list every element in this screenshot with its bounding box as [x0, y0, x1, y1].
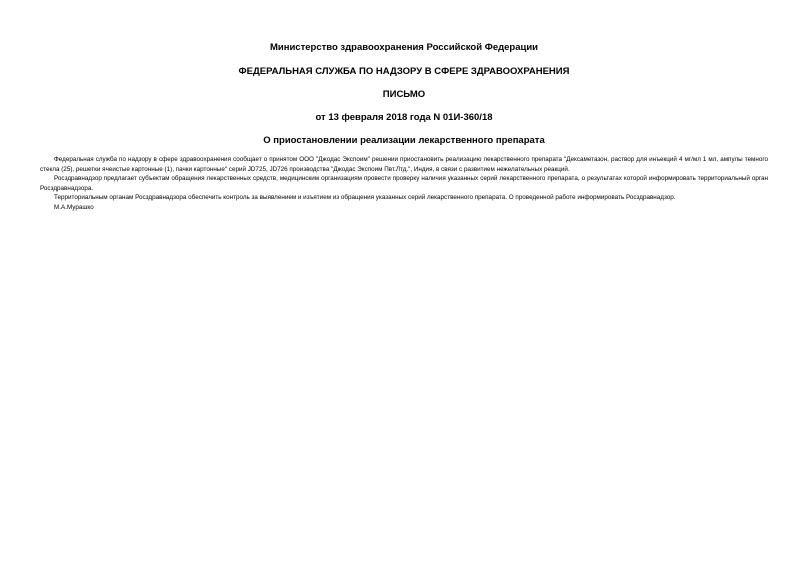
paragraph-control: Территориальным органам Росздравнадзора обеспечить контроль за выявлением и изъятием из обращения указанных серий лекарственного препарата. О проведенной работе информировать Росздравнадзор. [54, 194, 676, 201]
date-number-heading: от 13 февраля 2018 года N 01И-360/18 [315, 112, 493, 123]
paragraph-notification: Федеральная служба по надзору в сфере здравоохранения сообщает о принятом ООО "Джодас Экспоим" решении приостановить реализацию лекарственного препарата "Дексаметазон, раствор для инъекций 4 мг/мл 1 мл, ампулы темного стекла (25), решетки ячеистые картонные (1), пачки картонные" серий JD725, JD726 производства "Джодас Экспоим Пвт.Лтд.", Индия, в связи с развитием нежелательных реакций. [40, 156, 768, 173]
signature: М.А.Мурашко [54, 203, 94, 211]
ministry-heading: Министерство здравоохранения Российской Федерации [269, 42, 539, 53]
paragraph-inspection: Росздравнадзор предлагает субъектам обращения лекарственных средств, медицинским организациям провести проверку наличия указанных серий лекарственного препарата, о результатах которой информировать территориальный орган Росздравнадзора. [40, 175, 768, 192]
document-type-heading: ПИСЬМО [382, 89, 426, 100]
letter-body [40, 155, 768, 212]
document-page [40, 42, 768, 212]
service-heading: ФЕДЕРАЛЬНАЯ СЛУЖБА ПО НАДЗОРУ В СФЕРЕ ЗДРАВООХРАНЕНИЯ [238, 66, 570, 77]
subject-heading: О приостановлении реализации лекарственного препарата [263, 135, 545, 146]
